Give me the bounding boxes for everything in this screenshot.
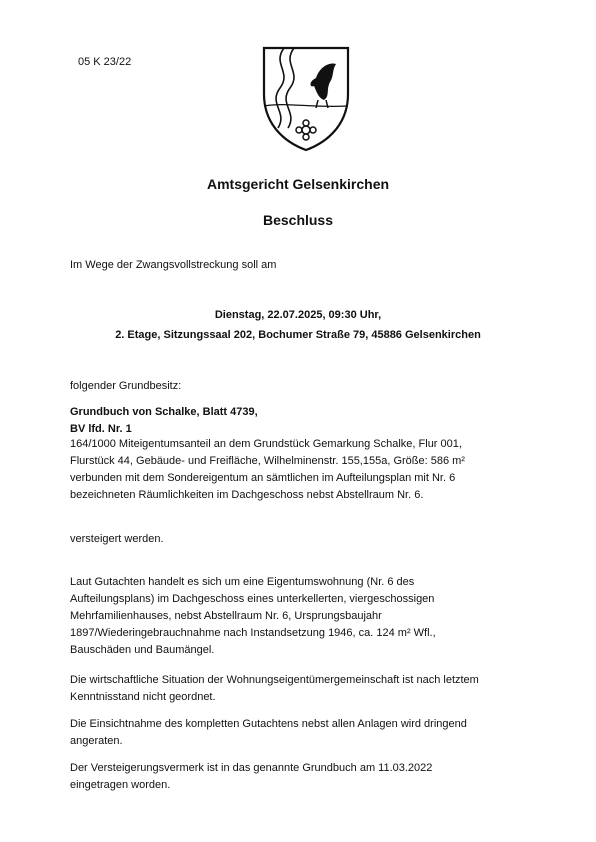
text-line: Mehrfamilienhauses, nebst Abstellraum Nr. 6, Ursprungsbaujahr (70, 610, 382, 622)
court-name: Amtsgericht Gelsenkirchen (206, 176, 390, 192)
appraisal-summary (70, 574, 530, 659)
text-line: Der Versteigerungsvermerk ist in das genannte Grundbuch am 11.03.2022 (70, 762, 433, 774)
grundbuch-reference: Grundbuch von Schalke, Blatt 4739, (70, 406, 258, 418)
case-reference: 05 K 23/22 (78, 56, 132, 68)
document-title: Beschluss (262, 212, 334, 228)
text-line: verbunden mit dem Sondereigentum an sämtlichen im Aufteilungsplan mit Nr. 6 (70, 472, 456, 484)
text-line: Die Einsichtnahme des kompletten Gutachtens nebst allen Anlagen wird dringend (70, 718, 467, 730)
auction-statement: versteigert werden. (70, 533, 164, 545)
registration-note (70, 760, 530, 794)
text-line: Bauschäden und Baumängel. (70, 644, 215, 656)
text-line: 164/1000 Miteigentumsanteil an dem Grundstück Gemarkung Schalke, Flur 001, (70, 438, 462, 450)
property-intro: folgender Grundbesitz: (70, 380, 182, 392)
intro-text: Im Wege der Zwangsvollstreckung soll am (70, 259, 277, 271)
property-description (70, 436, 530, 504)
text-line: Die wirtschaftliche Situation der Wohnungseigentümergemeinschaft ist nach letztem (70, 674, 479, 686)
inspection-advice (70, 716, 530, 750)
text-line: 1897/Wiederingebrauchnahme nach Instandsetzung 1946, ca. 124 m² Wfl., (70, 627, 436, 639)
text-line: angeraten. (70, 735, 123, 747)
text-line: Kenntnisstand nicht geordnet. (70, 691, 216, 703)
state-coat-of-arms-icon (258, 42, 354, 154)
text-line: Flurstück 44, Gebäude- und Freifläche, Wilhelminenstr. 155,155a, Größe: 586 m² (70, 455, 465, 467)
text-line: bezeichneten Räumlichkeiten im Dachgeschoss nebst Abstellraum Nr. 6. (70, 489, 424, 501)
hearing-date: Dienstag, 22.07.2025, 09:30 Uhr, (214, 309, 382, 321)
text-line: Aufteilungsplans) im Dachgeschoss eines unterkellerten, viergeschossigen (70, 593, 435, 605)
text-line: Laut Gutachten handelt es sich um eine Eigentumswohnung (Nr. 6 des (70, 576, 415, 588)
text-line: eingetragen worden. (70, 779, 171, 791)
hearing-location: 2. Etage, Sitzungssaal 202, Bochumer Straße 79, 45886 Gelsenkirchen (115, 329, 481, 341)
economic-situation (70, 672, 530, 706)
bv-number: BV lfd. Nr. 1 (70, 423, 132, 435)
